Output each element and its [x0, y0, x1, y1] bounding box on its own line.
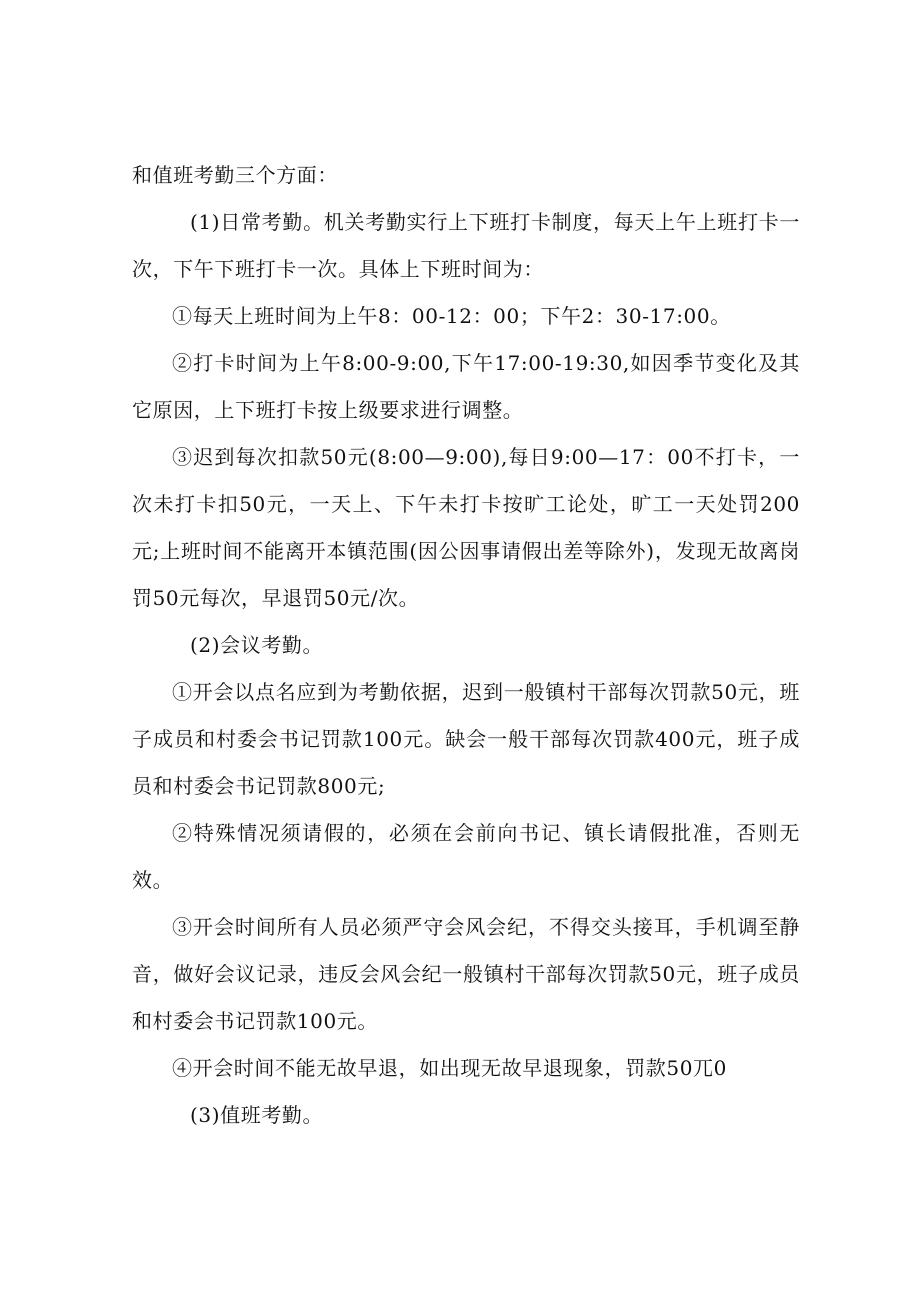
- item-daily-1: ①每天上班时间为上午8：00-12：00；下午2：30-17:00。: [172, 304, 731, 328]
- heading-daily-attendance: (1)日常考勤。机关考勤实行上下班打卡制度，每天上午上班打卡一次，下午下班打卡一次。具体上下班时间为：: [132, 210, 800, 281]
- item-meeting-1: ①开会以点名应到为考勤依据，迟到一般镇村干部每次罚款50元，班子成员和村委会书记罚款100元。缺会一般干部每次罚款400元，班子成员和村委会书记罚款800元;: [132, 680, 800, 798]
- heading-duty-attendance: (3)值班考勤。: [190, 1103, 324, 1127]
- item-meeting-2: ②特殊情况须请假的，必须在会前向书记、镇长请假批准，否则无效。: [132, 821, 800, 892]
- item-daily-2: ②打卡时间为上午8:00-9:00,下午17:00-19:30,如因季节变化及其它原因，上下班打卡按上级要求进行调整。: [132, 351, 800, 422]
- item-daily-3: ③迟到每次扣款50元(8:00—9:00),每日9:00—17：00不打卡，一次未打卡扣50元，一天上、下午未打卡按旷工论处，旷工一天处罚200元;上班时间不能离开本镇范围(因公因事请假出差等除外)，发现无故离岗罚50元每次，早退罚50元/次。: [132, 445, 800, 610]
- item-meeting-4: ④开会时间不能无故早退，如出现无故早退现象，罚款50兀0: [172, 1056, 727, 1080]
- paragraph-intro-continuation: 和值班考勤三个方面：: [132, 163, 338, 187]
- item-meeting-3: ③开会时间所有人员必须严守会风会纪，不得交头接耳，手机调至静音，做好会议记录，违反会风会纪一般镇村干部每次罚款50元，班子成员和村委会书记罚款100元。: [132, 915, 800, 1033]
- document-body: [132, 152, 800, 1139]
- heading-meeting-attendance: (2)会议考勤。: [190, 633, 324, 657]
